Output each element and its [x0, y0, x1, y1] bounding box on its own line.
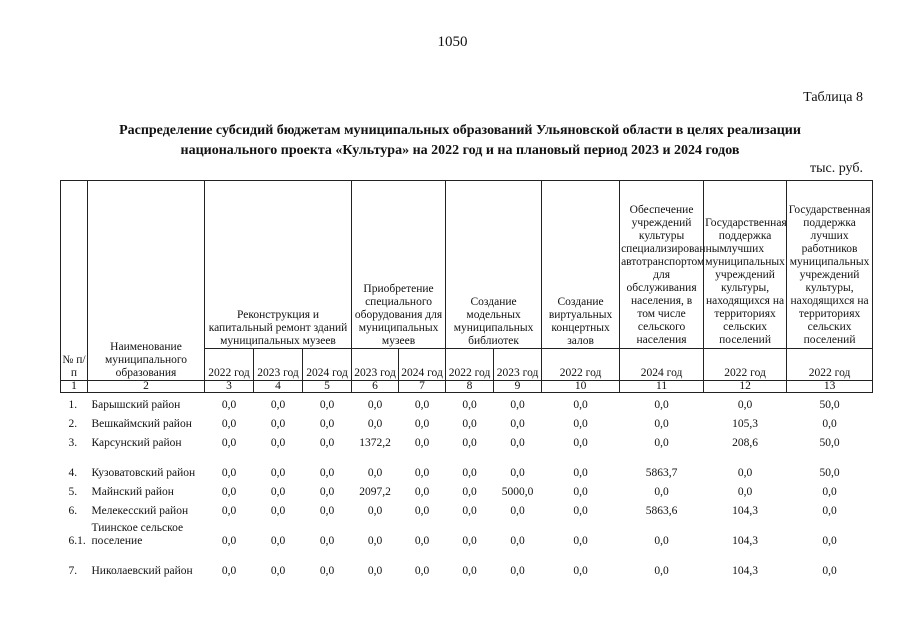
header-transport: Обеспечение учреждений культуры специализированным автотранспортом для обслуживания населения, в том числе сельского населения — [620, 181, 704, 349]
value-cell: 0,0 — [270, 467, 286, 479]
value-cell: 0,0 — [270, 418, 286, 430]
value-cell: 50,0 — [819, 399, 840, 411]
column-number: 6 — [352, 381, 399, 393]
value-cell: 0,0 — [414, 505, 430, 517]
table-row — [61, 548, 873, 578]
value-cell: 0,0 — [510, 565, 525, 577]
year-c4: 2023 год — [254, 349, 303, 381]
value-cell: 0,0 — [462, 535, 477, 547]
value-cell: 0,0 — [822, 418, 837, 430]
value-cell: 104,3 — [732, 505, 758, 517]
value-cell: 0,0 — [414, 565, 430, 577]
header-best-workers: Государственная поддержка лучших работников муниципальных учреждений культуры, находящихся на территориях сельских поселений — [787, 181, 873, 349]
value-cell: 0,0 — [270, 437, 286, 449]
value-cell: 0,0 — [414, 467, 430, 479]
header-reconstruction: Реконструкция и капитальный ремонт зданий муниципальных музеев — [205, 181, 352, 349]
row-number: 7. — [68, 565, 78, 577]
value-cell: 0,0 — [737, 467, 753, 479]
value-cell: 0,0 — [367, 399, 383, 411]
column-number: 12 — [704, 381, 787, 393]
value-cell: 0,0 — [510, 418, 525, 430]
value-cell: 208,6 — [732, 437, 758, 449]
value-cell: 104,3 — [732, 535, 758, 547]
year-c7: 2024 год — [399, 349, 446, 381]
table-header — [61, 181, 873, 393]
value-cell: 0,0 — [822, 535, 837, 547]
header-num: № п/п — [61, 181, 88, 381]
column-number: 4 — [254, 381, 303, 393]
value-cell: 0,0 — [414, 437, 430, 449]
municipality-name: Вешкаймский район — [91, 418, 192, 430]
value-cell: 0,0 — [510, 399, 525, 411]
value-cell: 50,0 — [819, 467, 840, 479]
value-cell: 0,0 — [270, 505, 286, 517]
row-number: 6. — [68, 505, 78, 517]
header-virtual-halls: Создание виртуальных концертных залов — [542, 181, 620, 349]
column-number: 13 — [787, 381, 873, 393]
year-c5: 2024 год — [303, 349, 352, 381]
value-cell: 0,0 — [462, 418, 477, 430]
value-cell: 0,0 — [654, 437, 669, 449]
column-number: 7 — [399, 381, 446, 393]
table-row — [61, 480, 873, 499]
value-cell: 0,0 — [221, 486, 237, 498]
municipality-name: Карсунский район — [91, 437, 182, 449]
value-cell: 5863,7 — [645, 467, 678, 479]
value-cell: 0,0 — [319, 467, 335, 479]
value-cell: 0,0 — [221, 418, 237, 430]
value-cell: 0,0 — [462, 505, 477, 517]
table-label: Таблица 8 — [803, 90, 863, 105]
value-cell: 0,0 — [319, 437, 335, 449]
value-cell: 0,0 — [573, 467, 588, 479]
value-cell: 0,0 — [573, 486, 588, 498]
value-cell: 2097,2 — [359, 486, 391, 498]
subsidies-table — [60, 180, 873, 578]
year-c9: 2023 год — [494, 349, 542, 381]
municipality-name: Николаевский район — [91, 565, 193, 577]
municipality-name: Тиинское сельское поселение — [91, 522, 184, 547]
table-row — [61, 499, 873, 518]
value-cell: 105,3 — [732, 418, 758, 430]
value-cell: 0,0 — [414, 486, 430, 498]
value-cell: 0,0 — [462, 437, 477, 449]
value-cell: 0,0 — [654, 565, 669, 577]
table-row — [61, 412, 873, 431]
value-cell: 0,0 — [270, 535, 286, 547]
value-cell: 0,0 — [462, 467, 477, 479]
value-cell: 0,0 — [510, 535, 525, 547]
year-c8: 2022 год — [446, 349, 494, 381]
value-cell: 0,0 — [367, 418, 383, 430]
value-cell: 0,0 — [414, 535, 430, 547]
value-cell: 0,0 — [270, 565, 286, 577]
row-number: 6.1. — [68, 535, 86, 547]
header-best-institutions: Государственная поддержка лучших муниципальных учреждений культуры, находящихся на территориях сельских поселений — [704, 181, 787, 349]
value-cell: 0,0 — [367, 467, 383, 479]
units-label: тыс. руб. — [810, 161, 863, 176]
value-cell: 0,0 — [654, 486, 669, 498]
value-cell: 0,0 — [270, 486, 286, 498]
header-name: Наименование муниципального образования — [88, 181, 205, 381]
column-number: 3 — [205, 381, 254, 393]
value-cell: 0,0 — [573, 565, 588, 577]
value-cell: 0,0 — [319, 535, 335, 547]
table-row — [61, 393, 873, 413]
year-c13: 2022 год — [787, 349, 873, 381]
table-row — [61, 431, 873, 450]
column-number: 9 — [494, 381, 542, 393]
value-cell: 0,0 — [367, 505, 383, 517]
value-cell: 0,0 — [270, 399, 286, 411]
column-number: 11 — [620, 381, 704, 393]
title-line-2: национального проекта «Культура» на 2022 год и на плановый период 2023 и 2024 годов — [180, 143, 740, 158]
value-cell: 0,0 — [822, 505, 837, 517]
value-cell: 0,0 — [510, 505, 525, 517]
value-cell: 0,0 — [319, 505, 335, 517]
value-cell: 0,0 — [319, 418, 335, 430]
year-c12: 2022 год — [704, 349, 787, 381]
value-cell: 0,0 — [319, 399, 335, 411]
page-number: 1050 — [437, 34, 468, 50]
value-cell: 0,0 — [462, 565, 477, 577]
column-number: 5 — [303, 381, 352, 393]
year-c10: 2022 год — [542, 349, 620, 381]
table-body — [61, 393, 873, 579]
value-cell: 0,0 — [319, 486, 335, 498]
document-title — [60, 121, 860, 161]
value-cell: 0,0 — [573, 535, 588, 547]
value-cell: 5000,0 — [501, 486, 534, 498]
value-cell: 0,0 — [737, 486, 753, 498]
value-cell: 0,0 — [737, 399, 753, 411]
header-equipment: Приобретение специального оборудования для муниципальных музеев — [352, 181, 446, 349]
column-number: 10 — [542, 381, 620, 393]
value-cell: 0,0 — [573, 505, 588, 517]
value-cell: 0,0 — [221, 505, 237, 517]
municipality-name: Мелекесский район — [91, 505, 189, 517]
value-cell: 0,0 — [221, 399, 237, 411]
row-number: 1. — [68, 399, 78, 411]
year-c3: 2022 год — [205, 349, 254, 381]
value-cell: 50,0 — [819, 437, 840, 449]
year-c11: 2024 год — [620, 349, 704, 381]
year-c6: 2023 год — [352, 349, 399, 381]
value-cell: 0,0 — [414, 399, 430, 411]
column-number: 2 — [88, 381, 205, 393]
value-cell: 0,0 — [654, 418, 669, 430]
table-row — [61, 450, 873, 480]
value-cell: 0,0 — [573, 437, 588, 449]
value-cell: 0,0 — [414, 418, 430, 430]
row-number: 5. — [68, 486, 78, 498]
value-cell: 0,0 — [510, 467, 525, 479]
value-cell: 104,3 — [732, 565, 758, 577]
row-number: 2. — [68, 418, 78, 430]
municipality-name: Барышский район — [91, 399, 181, 411]
value-cell: 5863,6 — [645, 505, 678, 517]
value-cell: 0,0 — [221, 535, 237, 547]
value-cell: 1372,2 — [359, 437, 391, 449]
value-cell: 0,0 — [510, 437, 525, 449]
municipality-name: Майнский район — [91, 486, 174, 498]
value-cell: 0,0 — [221, 437, 237, 449]
column-number: 8 — [446, 381, 494, 393]
value-cell: 0,0 — [654, 535, 669, 547]
title-line-1: Распределение субсидий бюджетам муниципальных образований Ульяновской области в целях реализации — [119, 123, 801, 138]
value-cell: 0,0 — [822, 565, 837, 577]
row-number: 4. — [68, 467, 78, 479]
municipality-name: Кузоватовский район — [91, 467, 196, 479]
value-cell: 0,0 — [367, 565, 383, 577]
column-numbers-row — [61, 381, 873, 393]
value-cell: 0,0 — [221, 565, 237, 577]
table-row — [61, 518, 873, 548]
value-cell: 0,0 — [367, 535, 383, 547]
column-number: 1 — [61, 381, 88, 393]
value-cell: 0,0 — [319, 565, 335, 577]
value-cell: 0,0 — [573, 418, 588, 430]
value-cell: 0,0 — [573, 399, 588, 411]
value-cell: 0,0 — [462, 399, 477, 411]
value-cell: 0,0 — [654, 399, 669, 411]
value-cell: 0,0 — [822, 486, 837, 498]
header-libraries: Создание модельных муниципальных библиотек — [446, 181, 542, 349]
row-number: 3. — [68, 437, 78, 449]
value-cell: 0,0 — [221, 467, 237, 479]
value-cell: 0,0 — [462, 486, 477, 498]
